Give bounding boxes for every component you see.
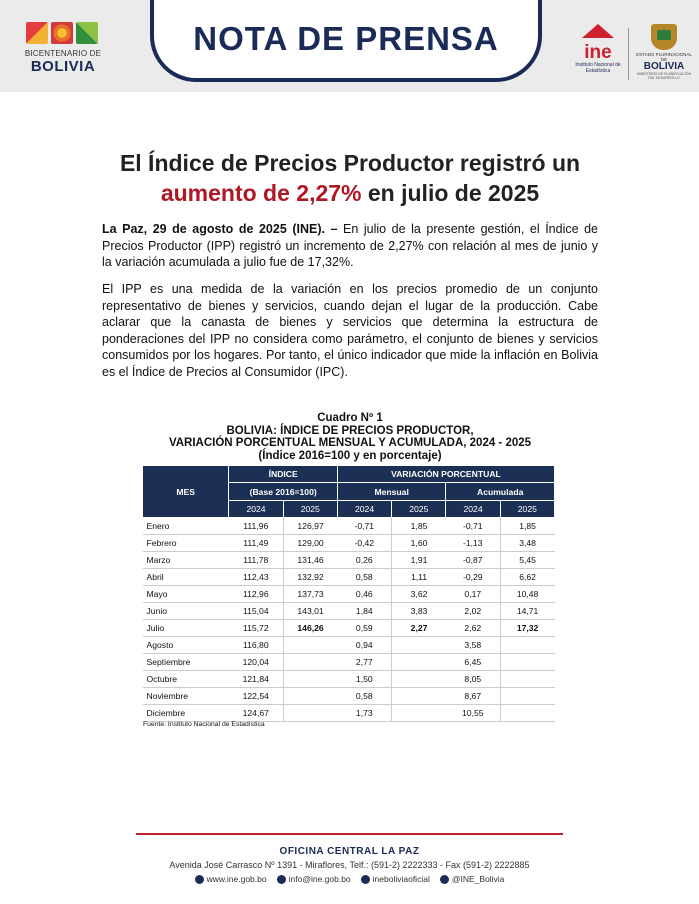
website-link[interactable] — [195, 874, 267, 884]
cell-m25 — [392, 637, 446, 654]
header-year: 2025 — [392, 501, 446, 518]
cell-m24: 2,77 — [337, 654, 391, 671]
caption-title: BOLIVIA: ÍNDICE DE PRECIOS PRODUCTOR, — [226, 424, 474, 437]
table-source: Fuente: Instituto Nacional de Estadística — [143, 721, 265, 728]
cell-i24: 111,96 — [229, 518, 283, 535]
cell-a24: -0,87 — [446, 552, 500, 569]
cell-i25: 132,92 — [283, 569, 337, 586]
cell-i24: 112,96 — [229, 586, 283, 603]
cell-m25 — [392, 671, 446, 688]
globe-icon — [195, 875, 204, 884]
cell-a24: 2,62 — [446, 620, 500, 637]
headline-line-1: El Índice de Precios Productor registró un — [119, 150, 581, 176]
cell-i24: 121,84 — [229, 671, 283, 688]
cell-mes: Julio — [143, 620, 229, 637]
cell-i24: 124,67 — [229, 705, 283, 722]
cell-a25: 10,48 — [500, 586, 554, 603]
cell-i24: 111,49 — [229, 535, 283, 552]
email-link-text: info@ine.gob.bo — [288, 874, 351, 884]
table-row — [143, 705, 555, 722]
table-row — [143, 518, 555, 535]
paragraph-2: El IPP es una medida de la variación en los precios promedio de un conjunto representativo de bienes y servicios, cuando dejan el lugar de la producción. Cabe aclarar que la canasta de bienes y servicios que determina la estructura de ponderaciones del IPP no considera como parámetro, el conjunto de bienes y servicios consumidos por los hogares. Por tanto, el único indicador que mide la inflación en Bolivia es el Índice de Precios al Consumidor (IPC). — [102, 282, 598, 379]
cell-m25 — [392, 654, 446, 671]
cell-mes: Septiembre — [143, 654, 229, 671]
table-body — [143, 518, 555, 722]
paragraph-1 — [102, 221, 598, 271]
cell-mes: Enero — [143, 518, 229, 535]
cell-mes: Junio — [143, 603, 229, 620]
estado-big-text: BOLIVIA — [643, 61, 685, 72]
paragraph-1-text: En julio de la presente gestión, el Índice de Precios Productor (IPP) registró un incremento de 2,27% con relación al mes de junio y la variación acumulada a julio fue de 17,32%. — [102, 222, 598, 270]
ine-logo-subtitle: Instituto Nacional de Estadística — [575, 62, 621, 74]
cell-a24: 8,05 — [446, 671, 500, 688]
title-panel — [150, 0, 542, 82]
cell-m24: 1,84 — [337, 603, 391, 620]
cell-i25 — [283, 705, 337, 722]
cell-i24: 116,80 — [229, 637, 283, 654]
cell-i25: 146,26 — [283, 620, 337, 637]
cell-a25: 1,85 — [500, 518, 554, 535]
email-icon — [277, 875, 286, 884]
ministerio-text: MINISTERIO DE PLANIFICACIÓN DEL DESARROLLO — [636, 72, 692, 80]
cell-m24: 0,94 — [337, 637, 391, 654]
caption-units: (Índice 2016=100 y en porcentaje) — [258, 449, 442, 462]
table-row — [143, 535, 555, 552]
cell-a24: 0,17 — [446, 586, 500, 603]
twitter-link-text: @INE_Bolivia — [451, 874, 505, 884]
header-variacion: VARIACIÓN PORCENTUAL — [337, 466, 554, 483]
dateline: La Paz, 29 de agosto de 2025 (INE). – — [102, 222, 338, 236]
cell-m24: 0,58 — [337, 688, 391, 705]
cell-a24: 8,67 — [446, 688, 500, 705]
table-row — [143, 569, 555, 586]
cell-m24: 0,46 — [337, 586, 391, 603]
footer-divider — [136, 833, 563, 835]
header-acumulada: Acumulada — [446, 483, 555, 501]
cell-a25: 5,45 — [500, 552, 554, 569]
estado-plurinacional-logo — [634, 24, 694, 86]
twitter-icon — [440, 875, 449, 884]
cell-a24: 3,58 — [446, 637, 500, 654]
cell-m24: -0,71 — [337, 518, 391, 535]
cell-m25: 1,85 — [392, 518, 446, 535]
bicentenario-small-text: BICENTENARIO DE — [24, 49, 102, 58]
facebook-link-text: ineboliviaoficial — [372, 874, 430, 884]
table-row — [143, 586, 555, 603]
cell-m25 — [392, 688, 446, 705]
table-row — [143, 654, 555, 671]
headline — [60, 148, 640, 208]
cell-i24: 115,04 — [229, 603, 283, 620]
footer-links — [0, 874, 699, 884]
cell-a24: 10,55 — [446, 705, 500, 722]
cell-i25: 137,73 — [283, 586, 337, 603]
coat-of-arms-icon — [651, 24, 677, 50]
cell-a24: -1,13 — [446, 535, 500, 552]
cell-i25: 126,97 — [283, 518, 337, 535]
table-row — [143, 620, 555, 637]
cell-m24: 0,26 — [337, 552, 391, 569]
cell-mes: Abril — [143, 569, 229, 586]
cell-m24: 0,59 — [337, 620, 391, 637]
header-year: 2024 — [337, 501, 391, 518]
logo-divider — [628, 28, 629, 80]
cell-a25 — [500, 654, 554, 671]
cell-mes: Octubre — [143, 671, 229, 688]
header-mes: MES — [143, 466, 229, 518]
header-year: 2024 — [229, 501, 283, 518]
cell-mes: Marzo — [143, 552, 229, 569]
footer-title: OFICINA CENTRAL LA PAZ — [279, 846, 420, 857]
header-mensual: Mensual — [337, 483, 446, 501]
estado-small-text: ESTADO PLURINACIONAL DE — [636, 52, 692, 62]
cell-a25 — [500, 637, 554, 654]
facebook-icon — [361, 875, 370, 884]
cell-i24: 111,78 — [229, 552, 283, 569]
ipp-table — [142, 465, 555, 722]
cell-i25 — [283, 688, 337, 705]
cell-a24: -0,29 — [446, 569, 500, 586]
cell-i25: 143,01 — [283, 603, 337, 620]
cell-a24: 2,02 — [446, 603, 500, 620]
table-row — [143, 671, 555, 688]
cell-i24: 112,43 — [229, 569, 283, 586]
cell-a25 — [500, 671, 554, 688]
header-year: 2024 — [446, 501, 500, 518]
cell-mes: Noviembre — [143, 688, 229, 705]
cell-m25: 1,60 — [392, 535, 446, 552]
header-year: 2025 — [500, 501, 554, 518]
headline-line-2 — [60, 178, 640, 208]
cell-m24: 1,73 — [337, 705, 391, 722]
ine-logo — [574, 24, 622, 86]
cell-m24: -0,42 — [337, 535, 391, 552]
cell-a24: -0,71 — [446, 518, 500, 535]
cell-i25 — [283, 671, 337, 688]
cell-mes: Agosto — [143, 637, 229, 654]
cell-mes: Diciembre — [143, 705, 229, 722]
table-row — [143, 552, 555, 569]
cell-a25: 6,62 — [500, 569, 554, 586]
cell-m25: 2,27 — [392, 620, 446, 637]
ine-logo-word: ine — [584, 42, 612, 63]
cell-m25: 3,62 — [392, 586, 446, 603]
cell-a25: 17,32 — [500, 620, 554, 637]
cell-m25: 1,11 — [392, 569, 446, 586]
cell-i24: 122,54 — [229, 688, 283, 705]
cell-i25 — [283, 637, 337, 654]
cell-a25: 3,48 — [500, 535, 554, 552]
bicentenario-tiles-icon — [26, 22, 112, 44]
header-indice: ÍNDICE — [229, 466, 338, 483]
cell-i25: 131,46 — [283, 552, 337, 569]
cell-a25 — [500, 705, 554, 722]
header-base: (Base 2016=100) — [229, 483, 338, 501]
table-row — [143, 637, 555, 654]
caption-subtitle: VARIACIÓN PORCENTUAL MENSUAL Y ACUMULADA, 2024 - 2025 — [168, 437, 532, 450]
cell-i25 — [283, 654, 337, 671]
cell-mes: Mayo — [143, 586, 229, 603]
table-row — [143, 688, 555, 705]
cell-m25: 3,83 — [392, 603, 446, 620]
cell-m24: 1,50 — [337, 671, 391, 688]
cell-m24: 0,58 — [337, 569, 391, 586]
cell-m25 — [392, 705, 446, 722]
header-year: 2025 — [283, 501, 337, 518]
headline-highlight: aumento de 2,27% — [160, 180, 362, 206]
page-title: NOTA DE PRENSA — [193, 20, 499, 57]
cell-i25: 129,00 — [283, 535, 337, 552]
cell-a24: 6,45 — [446, 654, 500, 671]
facebook-link[interactable] — [361, 874, 430, 884]
bicentenario-logo — [22, 22, 112, 84]
caption-number: Cuadro Nº 1 — [317, 412, 383, 424]
cell-i24: 120,04 — [229, 654, 283, 671]
cell-a25 — [500, 688, 554, 705]
cell-i24: 115,72 — [229, 620, 283, 637]
cell-a25: 14,71 — [500, 603, 554, 620]
bicentenario-big-text: BOLIVIA — [30, 58, 96, 75]
footer-address: Avenida José Carrasco Nº 1391 - Miraflores, Telf.: (591-2) 2222333 - Fax (591-2) 2222885 — [169, 860, 530, 870]
headline-tail: en julio de 2025 — [361, 180, 540, 206]
page-header — [0, 0, 699, 92]
cell-m25: 1,91 — [392, 552, 446, 569]
table-caption — [140, 412, 560, 462]
email-link[interactable] — [277, 874, 351, 884]
cell-mes: Febrero — [143, 535, 229, 552]
table-row — [143, 603, 555, 620]
twitter-link[interactable] — [440, 874, 505, 884]
website-link-text: www.ine.gob.bo — [206, 874, 267, 884]
